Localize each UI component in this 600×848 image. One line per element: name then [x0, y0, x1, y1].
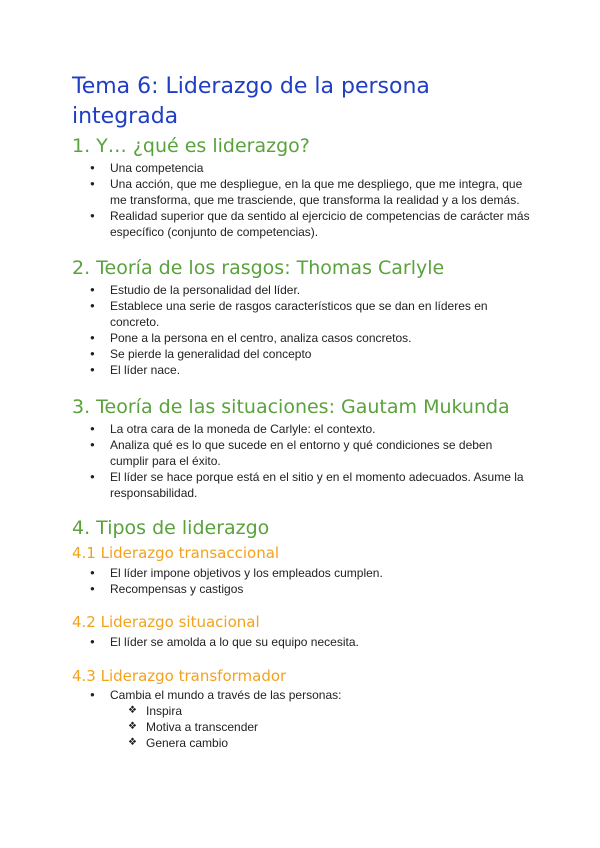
list-item: ● Se pierde la generalidad del concepto: [72, 346, 532, 362]
list-item: ● Estudio de la personalidad del líder.: [72, 282, 532, 298]
list-item: ● Una competencia: [72, 160, 532, 176]
list-item: ● Una acción, que me despliegue, en la que me despliego, que me integra, que me transforma, que me trasciende, que transforma la realidad y a los demás.: [72, 176, 532, 208]
list-item: ● Cambia el mundo a través de las personas:: [72, 687, 532, 703]
subsection-1-list: [72, 565, 532, 597]
list-item: ● La otra cara de la moneda de Carlyle: el contexto.: [72, 421, 532, 437]
subsection-heading-transaccional: 4.1 Liderazgo transaccional: [72, 544, 280, 562]
sub-list-item: ❖ Motiva a transcender: [126, 719, 258, 735]
list-item: ● Realidad superior que da sentido al ejercicio de competencias de carácter más específico (conjunto de competencias).: [72, 208, 532, 240]
section-3-list: [72, 421, 532, 501]
list-item: ● Recompensas y castigos: [72, 581, 532, 597]
subsection-3-list: [72, 687, 532, 703]
list-item: ● Establece una serie de rasgos característicos que se dan en líderes en concreto.: [72, 298, 532, 330]
list-item: ● Pone a la persona en el centro, analiza casos concretos.: [72, 330, 532, 346]
section-heading-liderazgo: 1. Y… ¿qué es liderazgo?: [72, 135, 310, 157]
subsection-heading-situacional: 4.2 Liderazgo situacional: [72, 613, 260, 631]
sub-list-item: ❖ Inspira: [126, 703, 258, 719]
subsection-2-list: [72, 634, 532, 650]
section-heading-situaciones: 3. Teoría de las situaciones: Gautam Mukunda: [72, 396, 510, 418]
section-heading-rasgos: 2. Teoría de los rasgos: Thomas Carlyle: [72, 257, 445, 279]
section-heading-tipos: 4. Tipos de liderazgo: [72, 517, 270, 539]
page-title: Tema 6: Liderazgo de la persona integrada: [72, 74, 430, 129]
subsection-3-sublist: [126, 703, 258, 751]
list-item: ● Analiza qué es lo que sucede en el entorno y qué condiciones se deben cumplir para el éxito.: [72, 437, 532, 469]
list-item: ● El líder se hace porque está en el sitio y en el momento adecuados. Asume la responsabilidad.: [72, 469, 532, 501]
list-item: ● El líder impone objetivos y los empleados cumplen.: [72, 565, 532, 581]
subsection-heading-transformador: 4.3 Liderazgo transformador: [72, 667, 287, 685]
section-1-list: [72, 160, 532, 240]
section-2-list: [72, 282, 532, 378]
list-item: ● El líder nace.: [72, 362, 532, 378]
list-item: ● El líder se amolda a lo que su equipo necesita.: [72, 634, 532, 650]
sub-list-item: ❖ Genera cambio: [126, 735, 258, 751]
